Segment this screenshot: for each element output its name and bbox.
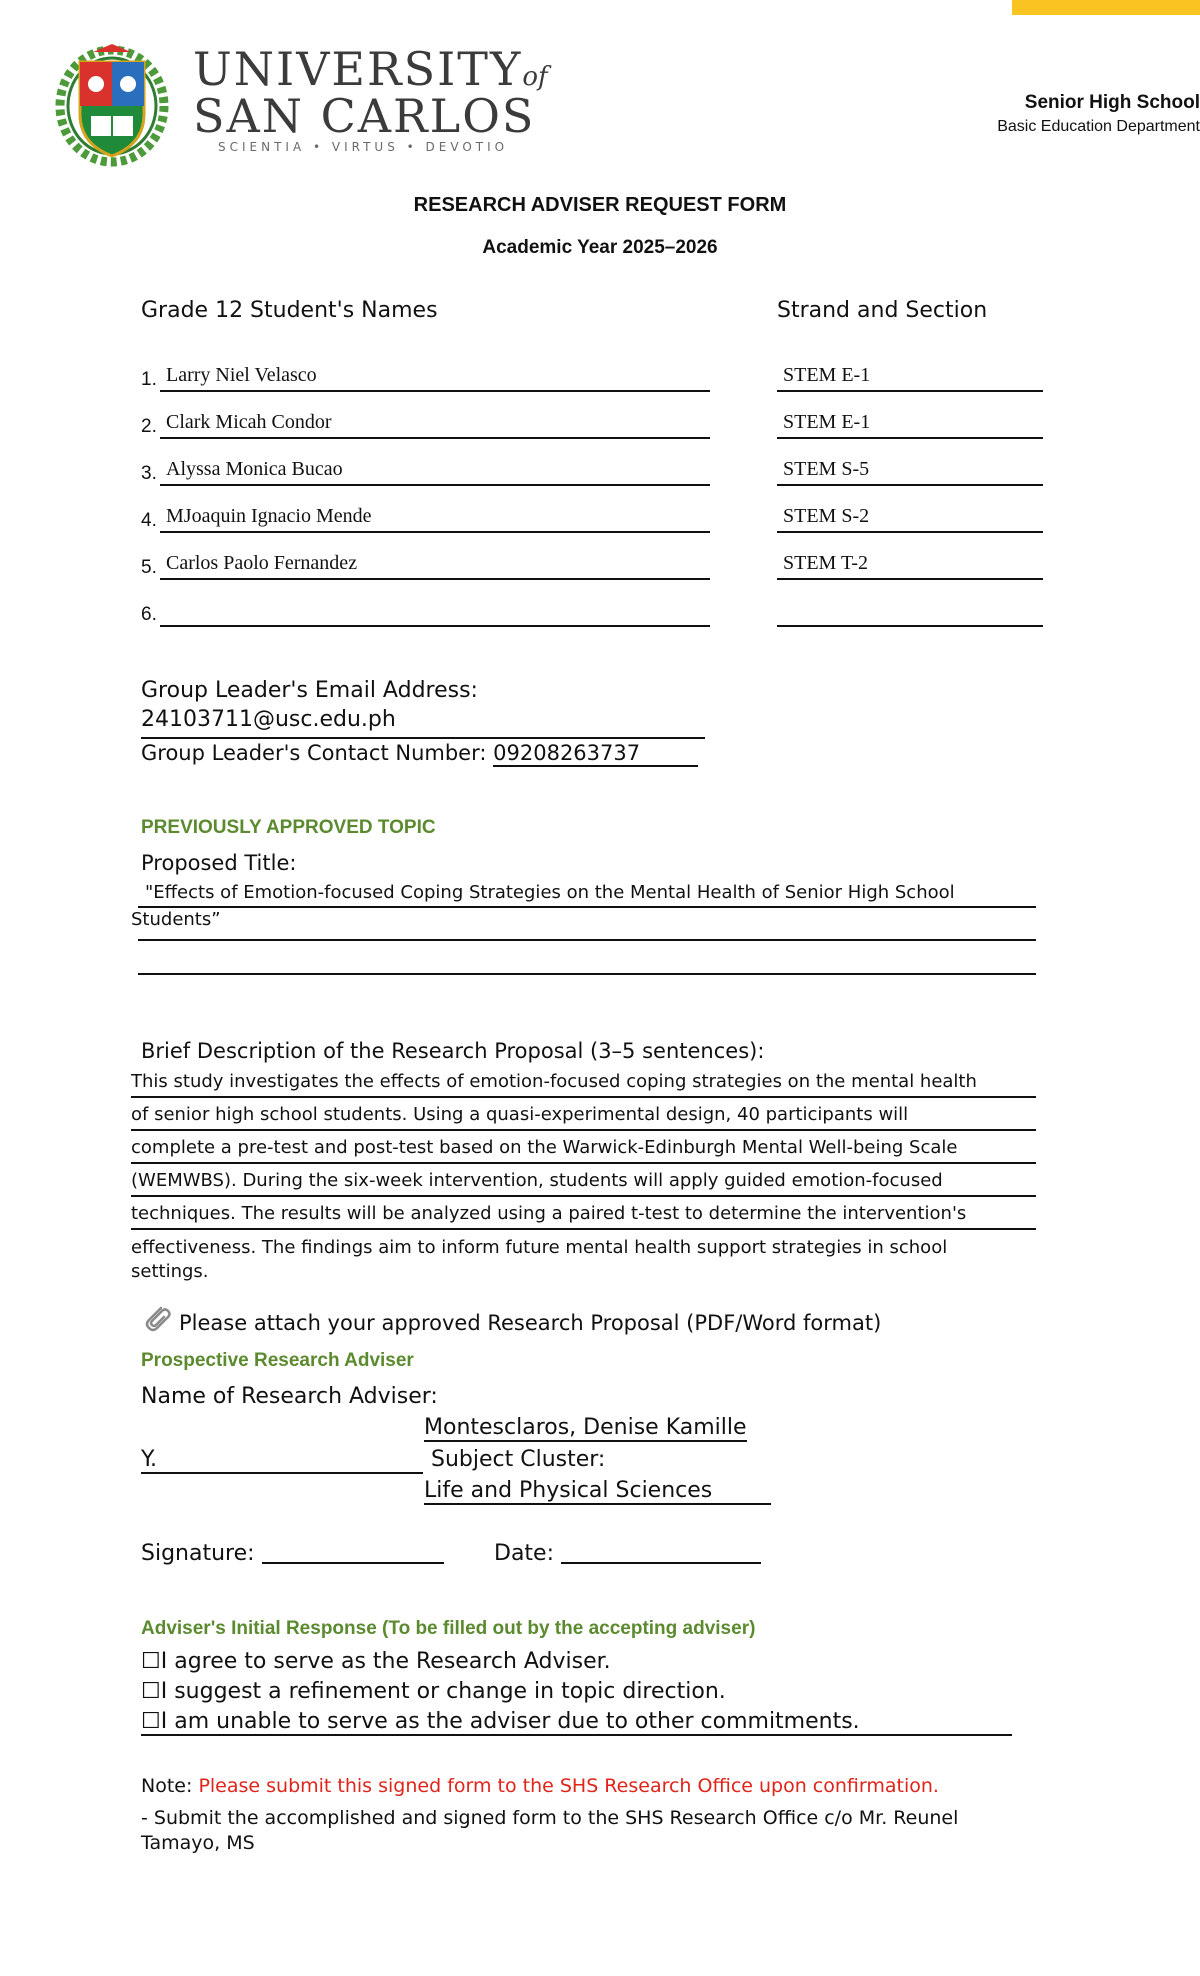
student-row-number: 5. [141,557,157,578]
subject-cluster-label: Subject Cluster: [431,1447,606,1472]
student-name-value: Clark Micah Condor [166,411,332,433]
submit-instruction-line1: - Submit the accomplished and signed form to the SHS Research Office c/o Mr. Reunel [141,1807,959,1829]
student-section-value: STEM E-1 [783,364,871,386]
date-label: Date: [494,1541,554,1566]
subject-cluster-value: Life and Physical Sciences [424,1478,713,1503]
attach-proposal-instruction: Please attach your approved Research Proposal (PDF/Word format) [179,1311,882,1335]
response-option-label: I agree to serve as the Research Adviser. [160,1649,611,1674]
description-line: complete a pre-test and post-test based on the Warwick-Edinburgh Mental Well-being Scale [131,1137,958,1158]
checkbox-icon[interactable]: ☐ [141,1649,161,1674]
adviser-name-field[interactable] [424,1415,747,1442]
signature-label: Signature: [141,1541,255,1566]
signature-field[interactable] [262,1540,444,1564]
note-text: Please submit this signed form to the SHS Research Office upon confirmation. [198,1775,939,1797]
adviser-name-value-continued: Y. [141,1447,157,1472]
date-field[interactable] [561,1540,761,1564]
description-rule [131,1228,1036,1230]
university-name-of: of [522,62,548,92]
email-value: 24103711@usc.edu.ph [141,707,396,732]
description-rule [131,1195,1036,1197]
description-line: of senior high school students. Using a quasi-experimental design, 40 participants will [131,1104,909,1125]
student-section-value: STEM S-2 [783,505,870,527]
description-line: settings. [131,1261,209,1282]
university-motto: SCIENTIA • VIRTUS • DEVOTIO [218,140,509,154]
previously-approved-topic-heading: PREVIOUSLY APPROVED TOPIC [141,817,436,838]
response-option-unable[interactable] [141,1709,1012,1736]
email-field[interactable] [141,707,705,739]
proposed-title-line1: "Effects of Emotion-focused Coping Strategies on the Mental Health of Senior High School [145,882,955,903]
proposed-title-line2: Students” [131,909,221,930]
checkbox-icon[interactable]: ☐ [141,1709,161,1734]
student-section-field[interactable] [777,411,1043,439]
university-seal-logo [55,44,170,169]
title-rule [138,906,1036,908]
student-name-field[interactable] [160,458,710,486]
response-option-agree[interactable] [141,1649,611,1674]
proposed-title-label: Proposed Title: [141,851,297,875]
student-section-field[interactable] [777,552,1043,580]
student-row-number: 3. [141,463,157,484]
response-option-label: I suggest a refinement or change in topic direction. [160,1679,726,1704]
contact-number-label: Group Leader's Contact Number: [141,741,487,765]
student-name-value: Larry Niel Velasco [166,364,317,386]
student-name-field[interactable] [160,599,710,627]
student-name-field[interactable] [160,505,710,533]
form-title: RESEARCH ADVISER REQUEST FORM [413,194,787,216]
student-section-value: STEM S-5 [783,458,870,480]
contact-number-field[interactable] [493,741,698,767]
description-rule [131,1162,1036,1164]
description-line: (WEMWBS). During the six-week intervention, students will apply guided emotion-focused [131,1170,943,1191]
description-line: effectiveness. The findings aim to inform future mental health support strategies in school [131,1237,948,1258]
response-option-label: I am unable to serve as the adviser due to other commitments. [160,1709,860,1734]
university-name-line2: SAN CARLOS [193,89,536,143]
student-name-value: MJoaquin Ignacio Mende [166,505,372,527]
strand-section-header: Strand and Section [777,298,988,323]
adviser-name-value: Montesclaros, Denise Kamille [424,1415,747,1440]
student-row-number: 6. [141,604,157,625]
description-line: techniques. The results will be analyzed using a paired t-test to determine the intervention's [131,1203,967,1224]
student-section-value: STEM T-2 [783,552,869,574]
university-name-line1: UNIVERSITYof [193,42,548,96]
title-rule [138,973,1036,975]
adviser-name-label: Name of Research Adviser: [141,1384,438,1409]
student-row-number: 1. [141,369,157,390]
student-name-field[interactable] [160,364,710,392]
adviser-name-field-continued[interactable] [141,1447,423,1474]
submit-instruction-line2: Tamayo, MS [141,1832,255,1854]
student-name-field[interactable] [160,552,710,580]
description-rule [131,1129,1036,1131]
school-name: Senior High School [1024,92,1200,113]
description-line: This study investigates the effects of emotion-focused coping strategies on the mental health [131,1071,977,1092]
adviser-response-heading: Adviser's Initial Response (To be filled out by the accepting adviser) [141,1618,756,1639]
response-option-refine[interactable] [141,1679,726,1704]
student-name-value: Alyssa Monica Bucao [166,458,343,480]
submission-note [141,1775,939,1797]
top-accent-bar [1012,0,1200,15]
student-section-field[interactable] [777,599,1043,627]
subject-cluster-field[interactable] [424,1478,771,1505]
paperclip-icon [141,1302,173,1334]
student-name-field[interactable] [160,411,710,439]
student-row-number: 4. [141,510,157,531]
email-label: Group Leader's Email Address: [141,678,478,703]
description-rule [131,1096,1036,1098]
signature-row [141,1540,444,1566]
student-section-field[interactable] [777,364,1043,392]
student-names-header: Grade 12 Student's Names [141,298,438,323]
date-row [494,1540,761,1566]
student-section-field[interactable] [777,458,1043,486]
academic-year: Academic Year 2025–2026 [482,237,718,258]
student-section-value: STEM E-1 [783,411,871,433]
prospective-adviser-heading: Prospective Research Adviser [141,1350,414,1371]
student-section-value [777,599,783,621]
student-name-value: Carlos Paolo Fernandez [166,552,358,574]
department-name: Basic Education Department [997,118,1200,135]
student-section-field[interactable] [777,505,1043,533]
title-rule [138,939,1036,941]
contact-number-row [141,741,698,767]
checkbox-icon[interactable]: ☐ [141,1679,161,1704]
description-label: Brief Description of the Research Proposal (3–5 sentences): [141,1039,765,1063]
student-row-number: 2. [141,416,157,437]
contact-number-value: 09208263737 [493,741,641,765]
note-prefix: Note: [141,1775,193,1797]
student-name-value [160,599,166,621]
